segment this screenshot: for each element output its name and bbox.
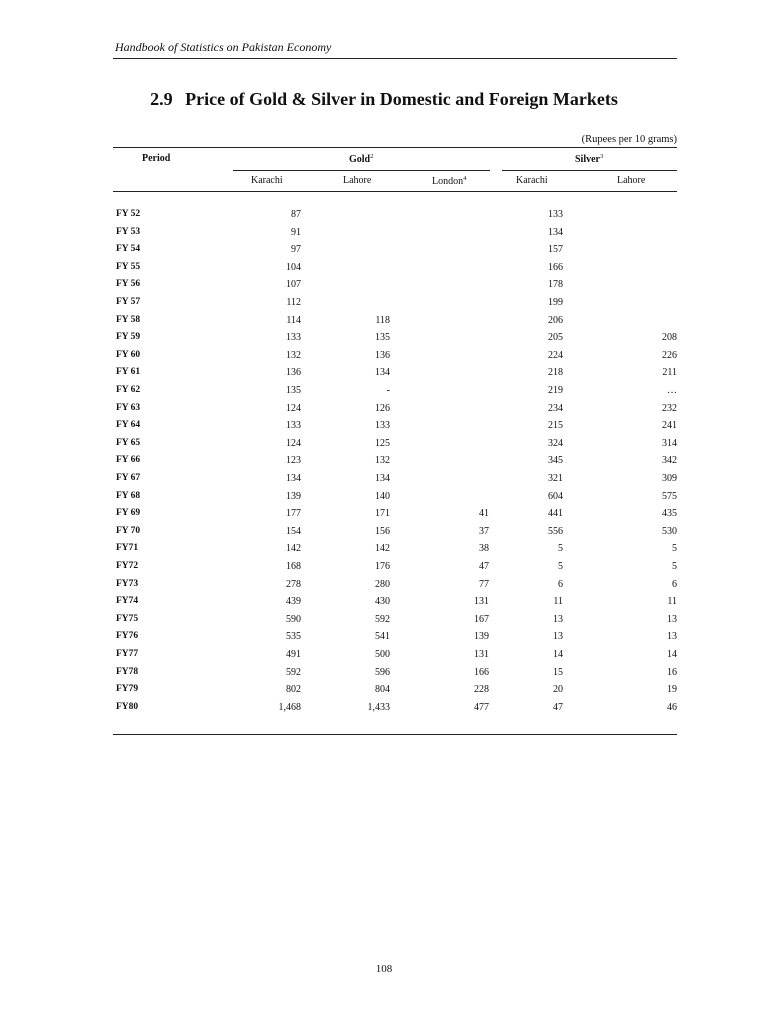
gold-lahore-header: Lahore bbox=[343, 175, 372, 186]
silver-karachi-cell: 224 bbox=[548, 349, 563, 361]
gold-london-cell: 477 bbox=[474, 701, 489, 713]
period-cell: FY 67 bbox=[116, 473, 141, 483]
silver-karachi-cell: 215 bbox=[548, 420, 563, 432]
period-header: Period bbox=[142, 153, 171, 164]
silver-karachi-cell: 134 bbox=[548, 226, 563, 238]
silver-karachi-cell: 133 bbox=[548, 209, 563, 220]
silver-karachi-cell: 47 bbox=[553, 701, 563, 713]
silver-karachi-cell: 15 bbox=[553, 666, 563, 678]
table-row bbox=[0, 508, 768, 526]
table-row bbox=[0, 350, 768, 368]
period-cell: FY 59 bbox=[116, 332, 141, 343]
silver-lahore-cell: 211 bbox=[662, 367, 677, 379]
silver-karachi-cell: 14 bbox=[553, 649, 563, 660]
silver-karachi-cell: 157 bbox=[548, 244, 563, 256]
gold-lahore-cell: 140 bbox=[375, 490, 390, 502]
table-row bbox=[0, 403, 768, 421]
table-row bbox=[0, 649, 768, 667]
gold-lahore-cell: 142 bbox=[375, 543, 390, 555]
table-row bbox=[0, 631, 768, 649]
gold-karachi-cell: 177 bbox=[286, 508, 301, 520]
table-row bbox=[0, 543, 768, 561]
silver-karachi-cell: 441 bbox=[548, 508, 563, 520]
silver-lahore-cell: 226 bbox=[662, 349, 677, 361]
table-row bbox=[0, 438, 768, 456]
gold-karachi-cell: 154 bbox=[286, 525, 301, 537]
period-cell: FY76 bbox=[116, 631, 139, 642]
gold-karachi-cell: 112 bbox=[286, 297, 301, 308]
gold-lahore-cell: 500 bbox=[375, 649, 390, 660]
silver-karachi-cell: 206 bbox=[548, 314, 563, 326]
gold-karachi-cell: 439 bbox=[286, 596, 301, 608]
silver-karachi-cell: 604 bbox=[548, 490, 563, 502]
period-cell: FY 64 bbox=[116, 420, 141, 431]
silver-lahore-cell: 342 bbox=[662, 455, 677, 467]
gold-london-cell: 41 bbox=[479, 508, 489, 520]
silver-karachi-cell: 5 bbox=[558, 561, 563, 572]
table-row bbox=[0, 491, 768, 509]
gold-karachi-cell: 139 bbox=[286, 490, 301, 502]
table-row bbox=[0, 279, 768, 297]
period-cell: FY 63 bbox=[116, 402, 141, 413]
silver-lahore-cell: 314 bbox=[662, 437, 677, 449]
table-row bbox=[0, 579, 768, 597]
silver-lahore-cell: 46 bbox=[667, 701, 677, 713]
silver-lahore-cell: 5 bbox=[672, 543, 677, 555]
unit-note: (Rupees per 10 grams) bbox=[581, 134, 677, 145]
gold-karachi-cell: 1,468 bbox=[278, 701, 301, 713]
gold-lahore-cell: 171 bbox=[375, 508, 390, 520]
table-row bbox=[0, 315, 768, 333]
gold-london-cell: 47 bbox=[479, 561, 489, 572]
table-title bbox=[0, 89, 768, 110]
gold-lahore-cell: 134 bbox=[375, 367, 390, 379]
silver-karachi-cell: 6 bbox=[558, 578, 563, 590]
gold-lahore-cell: 430 bbox=[375, 596, 390, 608]
gold-karachi-cell: 104 bbox=[286, 261, 301, 273]
silver-lahore-cell: 208 bbox=[662, 332, 677, 344]
silver-karachi-cell: 345 bbox=[548, 455, 563, 467]
gold-header: Gold$^2$ bbox=[349, 153, 374, 165]
gold-london-cell: 131 bbox=[474, 596, 489, 608]
silver-lahore-cell: 5 bbox=[672, 561, 677, 572]
gold-london-cell: 167 bbox=[474, 613, 489, 625]
table-row bbox=[0, 385, 768, 403]
period-cell: FY71 bbox=[116, 543, 139, 554]
silver-lahore-header: Lahore bbox=[617, 175, 646, 186]
gold-lahore-cell: 804 bbox=[375, 684, 390, 696]
period-cell: FY 62 bbox=[116, 385, 141, 395]
table-row bbox=[0, 667, 768, 685]
silver-lahore-cell: 13 bbox=[667, 613, 677, 625]
silver-lahore-cell: … bbox=[667, 385, 677, 396]
silver-lahore-cell: 6 bbox=[672, 578, 677, 590]
table-row bbox=[0, 473, 768, 491]
gold-lahore-cell: 126 bbox=[375, 402, 390, 414]
silver-lahore-cell: 435 bbox=[662, 508, 677, 520]
period-cell: FY80 bbox=[116, 701, 139, 712]
period-cell: FY 68 bbox=[116, 490, 141, 501]
period-cell: FY79 bbox=[116, 684, 139, 695]
gold-karachi-cell: 97 bbox=[291, 244, 301, 256]
silver-lahore-cell: 530 bbox=[662, 525, 677, 537]
period-cell: FY 60 bbox=[116, 349, 141, 360]
gold-london-cell: 228 bbox=[474, 684, 489, 696]
gold-karachi-cell: 136 bbox=[286, 367, 301, 379]
gold-lahore-cell: 136 bbox=[375, 349, 390, 361]
silver-karachi-cell: 13 bbox=[553, 613, 563, 625]
silver-karachi-cell: 199 bbox=[548, 297, 563, 308]
period-cell: FY73 bbox=[116, 578, 139, 589]
gold-lahore-cell: 125 bbox=[375, 437, 390, 449]
running-title: Handbook of Statistics on Pakistan Economy bbox=[115, 40, 332, 54]
gold-lahore-cell: 134 bbox=[375, 473, 390, 484]
table-row bbox=[0, 297, 768, 315]
gold-karachi-cell: 590 bbox=[286, 613, 301, 625]
gold-lahore-cell: 176 bbox=[375, 561, 390, 572]
table-row bbox=[0, 684, 768, 702]
gold-lahore-cell: 592 bbox=[375, 613, 390, 625]
period-cell: FY 54 bbox=[116, 244, 141, 255]
page-number: 108 bbox=[375, 963, 393, 975]
table-row bbox=[0, 367, 768, 385]
table-row bbox=[0, 332, 768, 350]
silver-karachi-cell: 219 bbox=[548, 385, 563, 396]
table-row bbox=[0, 209, 768, 227]
silver-lahore-cell: 16 bbox=[667, 666, 677, 678]
gold-group-rule bbox=[233, 170, 490, 171]
period-cell: FY78 bbox=[116, 666, 139, 677]
silver-karachi-cell: 205 bbox=[548, 332, 563, 344]
gold-karachi-cell: 114 bbox=[286, 314, 301, 326]
silver-lahore-cell: 11 bbox=[667, 596, 677, 608]
silver-header: Silver$^3$ bbox=[575, 153, 604, 165]
period-cell: FY 53 bbox=[116, 226, 141, 237]
gold-lahore-cell: 135 bbox=[375, 332, 390, 344]
silver-karachi-cell: 321 bbox=[548, 473, 563, 484]
gold-karachi-header: Karachi bbox=[251, 175, 283, 186]
gold-karachi-cell: 134 bbox=[286, 473, 301, 484]
period-cell: FY 70 bbox=[116, 525, 141, 536]
silver-karachi-cell: 234 bbox=[548, 402, 563, 414]
gold-lahore-cell: 156 bbox=[375, 525, 390, 537]
table-top-rule bbox=[113, 147, 677, 148]
period-cell: FY 56 bbox=[116, 279, 141, 290]
table-row bbox=[0, 455, 768, 473]
table-row bbox=[0, 420, 768, 438]
gold-karachi-cell: 87 bbox=[291, 209, 301, 220]
silver-lahore-cell: 241 bbox=[662, 420, 677, 432]
period-cell: FY 69 bbox=[116, 508, 141, 519]
gold-karachi-cell: 124 bbox=[286, 402, 301, 414]
gold-london-cell: 38 bbox=[479, 543, 489, 555]
silver-lahore-cell: 309 bbox=[662, 473, 677, 484]
gold-karachi-cell: 124 bbox=[286, 437, 301, 449]
period-cell: FY 55 bbox=[116, 261, 141, 272]
silver-lahore-cell: 19 bbox=[667, 684, 677, 696]
gold-karachi-cell: 91 bbox=[291, 226, 301, 238]
table-row bbox=[0, 227, 768, 245]
silver-karachi-cell: 324 bbox=[548, 437, 563, 449]
table-row bbox=[0, 262, 768, 280]
period-cell: FY 57 bbox=[116, 297, 141, 307]
table-row bbox=[0, 244, 768, 262]
gold-lahore-cell: 1,433 bbox=[367, 701, 390, 713]
gold-london-cell: 139 bbox=[474, 631, 489, 643]
table-number: 2.9 bbox=[150, 89, 173, 109]
silver-karachi-cell: 178 bbox=[548, 279, 563, 291]
silver-karachi-cell: 5 bbox=[558, 543, 563, 555]
silver-karachi-cell: 556 bbox=[548, 525, 563, 537]
gold-karachi-cell: 132 bbox=[286, 349, 301, 361]
silver-lahore-cell: 575 bbox=[662, 490, 677, 502]
gold-karachi-cell: 133 bbox=[286, 420, 301, 432]
silver-group-rule bbox=[502, 170, 677, 171]
period-cell: FY74 bbox=[116, 596, 139, 607]
gold-karachi-cell: 491 bbox=[286, 649, 301, 660]
period-cell: FY 66 bbox=[116, 455, 141, 466]
table-title-text: Price of Gold & Silver in Domestic and Foreign Markets bbox=[185, 89, 618, 109]
gold-london-header: London$^4$ bbox=[432, 175, 467, 187]
gold-lahore-cell: 280 bbox=[375, 578, 390, 590]
silver-karachi-header: Karachi bbox=[516, 175, 548, 186]
table-bottom-rule bbox=[113, 734, 677, 735]
gold-london-cell: 166 bbox=[474, 666, 489, 678]
header-bottom-rule bbox=[113, 191, 677, 192]
gold-london-cell: 77 bbox=[479, 578, 489, 590]
silver-lahore-cell: 14 bbox=[667, 649, 677, 660]
silver-karachi-cell: 20 bbox=[553, 684, 563, 696]
period-cell: FY 65 bbox=[116, 437, 141, 448]
header-rule bbox=[113, 58, 677, 59]
gold-london-cell: 37 bbox=[479, 525, 489, 537]
gold-karachi-cell: 123 bbox=[286, 455, 301, 467]
period-cell: FY75 bbox=[116, 613, 139, 624]
gold-karachi-cell: 133 bbox=[286, 332, 301, 344]
gold-karachi-cell: 535 bbox=[286, 631, 301, 643]
gold-karachi-cell: 168 bbox=[286, 561, 301, 572]
period-cell: FY72 bbox=[116, 561, 139, 571]
gold-karachi-cell: 802 bbox=[286, 684, 301, 696]
silver-karachi-cell: 166 bbox=[548, 261, 563, 273]
silver-karachi-cell: 218 bbox=[548, 367, 563, 379]
silver-lahore-cell: 13 bbox=[667, 631, 677, 643]
gold-karachi-cell: 135 bbox=[286, 385, 301, 396]
period-cell: FY 61 bbox=[116, 367, 141, 378]
gold-lahore-cell: 596 bbox=[375, 666, 390, 678]
silver-lahore-cell: 232 bbox=[662, 402, 677, 414]
gold-karachi-cell: 592 bbox=[286, 666, 301, 678]
table-row bbox=[0, 596, 768, 614]
silver-karachi-cell: 11 bbox=[553, 596, 563, 608]
table-row bbox=[0, 561, 768, 579]
gold-lahore-cell: 118 bbox=[375, 314, 390, 326]
gold-london-cell: 131 bbox=[474, 649, 489, 660]
period-cell: FY 58 bbox=[116, 314, 141, 325]
period-cell: FY 52 bbox=[116, 209, 141, 219]
gold-lahore-cell: 541 bbox=[375, 631, 390, 643]
table-row bbox=[0, 702, 768, 720]
gold-karachi-cell: 107 bbox=[286, 279, 301, 291]
period-cell: FY77 bbox=[116, 649, 139, 659]
gold-lahore-cell: - bbox=[386, 385, 390, 396]
table-row bbox=[0, 526, 768, 544]
gold-lahore-cell: 132 bbox=[375, 455, 390, 467]
gold-karachi-cell: 278 bbox=[286, 578, 301, 590]
gold-karachi-cell: 142 bbox=[286, 543, 301, 555]
table-row bbox=[0, 614, 768, 632]
silver-karachi-cell: 13 bbox=[553, 631, 563, 643]
gold-lahore-cell: 133 bbox=[375, 420, 390, 432]
